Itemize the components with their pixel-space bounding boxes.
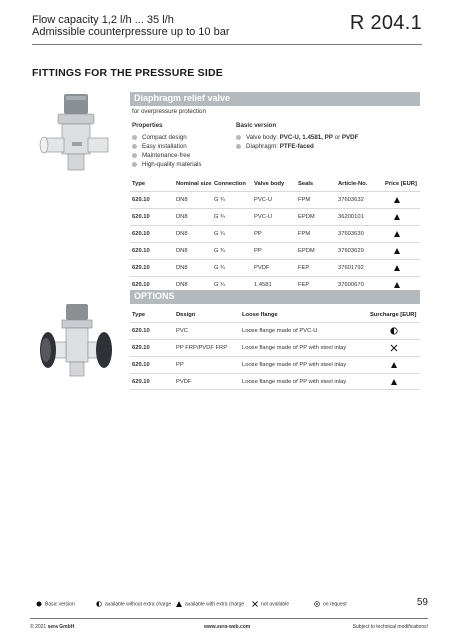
triangle-icon — [394, 214, 400, 220]
header-text — [32, 14, 230, 38]
triangle-icon — [394, 231, 400, 237]
table-row: 620.10 PP Loose flange made of PP with steel inlay — [130, 356, 420, 373]
options-title-bar — [130, 290, 420, 304]
article-table — [130, 181, 420, 288]
table-row: 620.10 DN8 G ¾ PVC-U EPDM 36200101 — [130, 208, 420, 225]
page-number: 59 — [416, 597, 428, 608]
half-circle-icon — [390, 327, 398, 335]
copyright: © 2021 sera GmbH — [30, 624, 75, 630]
triangle-icon — [394, 282, 400, 288]
section-title: FITTINGS FOR THE PRESSURE SIDE — [32, 67, 223, 79]
header-counterpressure: Admissible counterpressure up to 10 bar — [32, 26, 230, 38]
properties-heading: Properties — [132, 122, 163, 129]
triangle-icon — [394, 197, 400, 203]
col-loose-flange: Loose flange — [242, 312, 278, 318]
legend-item: available without extra charge — [96, 601, 171, 607]
col-nominal-size: Nominal size — [176, 181, 212, 187]
col-connection: Connection — [214, 181, 246, 187]
table-row: 620.10 DN8 G ¾ PVC-U FPM 37603632 — [130, 191, 420, 208]
triangle-icon — [391, 379, 397, 385]
basic-version-heading: Basic version — [236, 122, 277, 129]
legend-item: not available — [252, 601, 289, 607]
property-item: High-quality materials — [132, 161, 202, 168]
diaphragm-relief-valve-image — [36, 92, 116, 182]
col-type: Type — [132, 312, 146, 318]
table-row: 620.10 DN8 G ¾ PP EPDM 37603629 — [130, 242, 420, 259]
col-design: Design — [176, 312, 196, 318]
disclaimer: Subject to technical modifications! — [352, 624, 428, 630]
cross-icon — [252, 601, 258, 607]
basic-item-diaphragm: Diaphragm: PTFE-faced — [236, 143, 314, 150]
col-seals: Seals — [298, 181, 314, 187]
col-article-no: Article-No. — [338, 181, 368, 187]
property-item: Compact design — [132, 134, 187, 141]
footer-divider — [30, 618, 428, 619]
bullet-dot-icon — [132, 162, 137, 167]
basic-item-valve-body: Valve body: PVC-U, 1.4581, PP or PVDF — [236, 134, 358, 141]
website-link[interactable]: www.sera-web.com — [204, 624, 251, 630]
col-surcharge: Surcharge [EUR] — [370, 312, 417, 318]
triangle-icon — [391, 362, 397, 368]
table-row: 620.10 DN8 G ¾ 1.4581 FEP 37600670 — [130, 276, 420, 293]
table-row: 620.10 DN8 G ¾ PP FPM 37603630 — [130, 225, 420, 242]
table-row: 620.10 PVC Loose flange made of PVC-U — [130, 322, 420, 339]
valve-with-flanges-image — [36, 302, 118, 382]
filled-dot-icon — [36, 601, 42, 607]
options-table — [130, 312, 420, 392]
product-title-bar — [130, 92, 420, 106]
product-subtitle: for overpressure protection — [132, 108, 206, 115]
bullet-dot-icon — [132, 153, 137, 158]
cross-icon — [390, 344, 398, 352]
triangle-icon — [176, 601, 182, 607]
catalog-code: R 204.1 — [349, 12, 422, 34]
table-row: 620.10 PVDF Loose flange made of PP with steel inlay — [130, 373, 420, 390]
header-divider — [32, 44, 422, 45]
legend-item: Basic version — [36, 601, 75, 607]
triangle-icon — [394, 248, 400, 254]
property-item: Maintenance-free — [132, 152, 190, 159]
col-price: Price [EUR] — [385, 181, 417, 187]
half-circle-icon — [96, 601, 102, 607]
legend-item: on request — [314, 601, 347, 607]
bullet-dot-icon — [132, 135, 137, 140]
options-title: OPTIONS — [134, 291, 175, 301]
property-item: Easy installation — [132, 143, 187, 150]
bullet-dot-icon — [132, 144, 137, 149]
table-row: 620.10 DN8 G ¾ PVDF FEP 37601792 — [130, 259, 420, 276]
bullet-dot-icon — [236, 144, 241, 149]
triangle-icon — [394, 265, 400, 271]
header-flow-capacity: Flow capacity 1,2 l/h ... 35 l/h — [32, 14, 174, 26]
col-type: Type — [132, 181, 146, 187]
legend-item: available with extra charge — [176, 601, 244, 607]
bullet-dot-icon — [236, 135, 241, 140]
product-title: Diaphragm relief valve — [134, 93, 231, 103]
table-row: 620.10 PP FRP/PVDF FRP Loose flange made of PP with steel inlay — [130, 339, 420, 356]
circle-dot-icon — [314, 601, 320, 607]
col-valve-body: Valve body — [254, 181, 285, 187]
